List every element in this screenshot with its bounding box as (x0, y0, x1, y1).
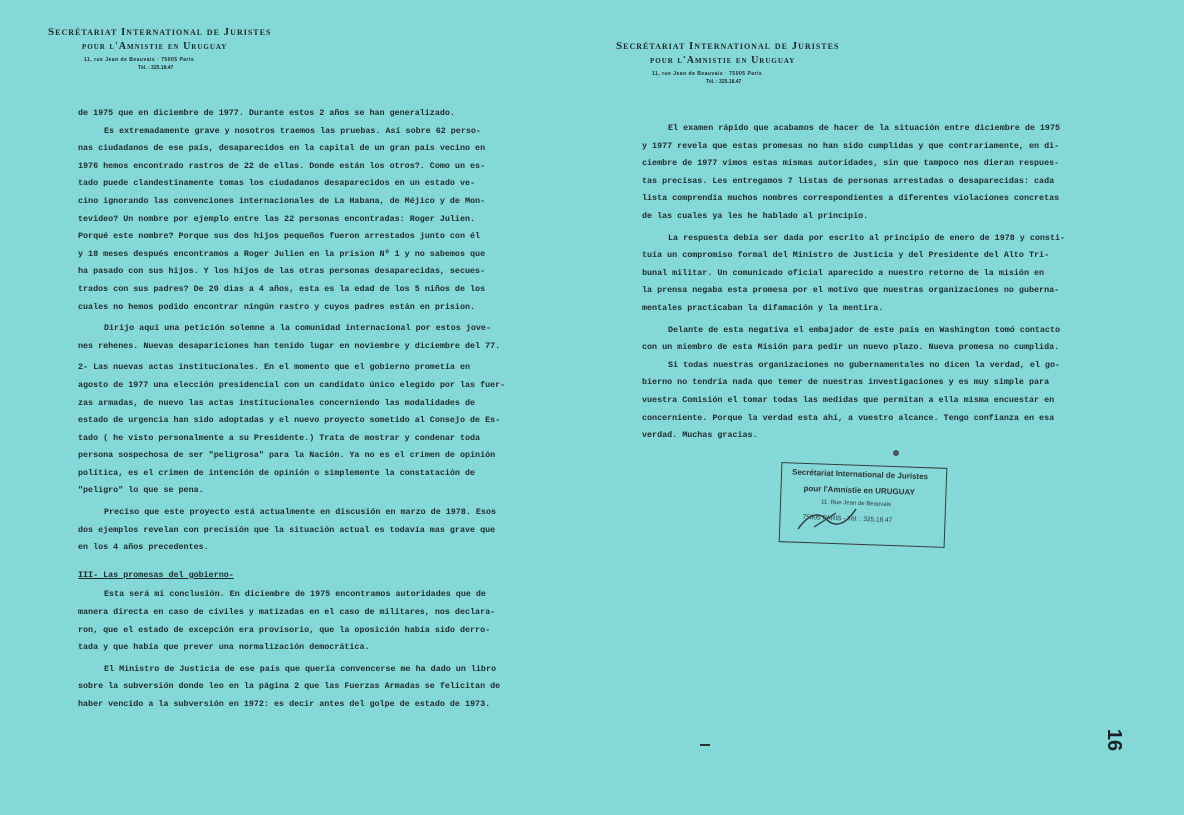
letterhead-org-subtitle: pour l'Amnistie en Uruguay (650, 55, 796, 66)
text-line: tuía un compromiso formal del Ministro de Justicia y del Presidente del Alto Tri- (642, 250, 1050, 261)
text-line: El examen rápido que acabamos de hacer de la situación entre diciembre de 1975 (668, 123, 1061, 133)
text-line: 2- Las nuevas actas institucionales. En el momento que el gobierno prometía en (78, 362, 471, 373)
text-line: nes rehenes. Nuevas desapariciones han tenido lugar en noviembre y diciembre del 77. (78, 340, 501, 351)
text-line: Delante de esta negativa el embajador de este país en Washington tomó contacto (668, 324, 1061, 335)
text-line: tevideo? Un nombre por ejemplo entre las 22 personas encontradas: Roger Julien. (78, 213, 476, 224)
text-line: manera directa en caso de civiles y matizadas en el caso de militares, nos declara- (78, 607, 496, 618)
text-line: dos ejemplos revelan con precisión que la situación actual es todavía mas grave que (78, 524, 496, 535)
right-page (592, 0, 1184, 815)
dash-mark (700, 744, 710, 746)
text-line: Preciso que este proyecto está actualmente en discusión en marzo de 1978. Esos (104, 507, 497, 518)
letterhead-address: 11, rue Jean de Beauvais · 75005 Paris (84, 57, 195, 63)
text-line: Dirijo aquí una petición solemne a la comunidad internacional por estos jove- (104, 323, 491, 334)
text-line: El Ministro de Justicia de ese país que quería convencerse me ha dado un libro (104, 663, 497, 674)
text-line: tado ( he visto personalmente a su Presidente.) Trata de mostrar y condenar toda (78, 432, 481, 443)
letterhead-address: 11, rue Jean de Beauvais · 75005 Paris (652, 71, 763, 77)
page-number: 16 (1103, 728, 1125, 752)
ink-dot (893, 450, 899, 456)
text-line: Si todas nuestras organizaciones no gubernamentales no dicen la verdad, el go- (668, 359, 1061, 370)
text-line: y 18 meses después encontramos a Roger Julien en la prision Nº 1 y no sabemos que (78, 248, 486, 259)
left-body-text (78, 105, 548, 714)
text-line: zas armadas, de nuevo las actas institucionales concerniendo las modalidades de (78, 397, 476, 408)
stamp-org-name: Secrétariat International de Juristes (791, 467, 929, 482)
text-line: persona sospechosa de ser "peligrosa" para la Nación. Ya no es el crimen de opinión (78, 450, 496, 461)
text-line: con un miembro de esta Misión para pedir un nuevo plazo. Nueva promesa no cumplida. (642, 342, 1060, 353)
section-heading: III- Las promesas del gobierno- (78, 569, 234, 580)
text-line: y 1977 revela que estas promesas no han sido cumplidas y que contrariamente, en di- (642, 140, 1060, 151)
letterhead-org-subtitle: pour l'Amnistie en Uruguay (82, 41, 228, 52)
text-line: de 1975 que en diciembre de 1977. Durante estos 2 años se han generalizado. (78, 108, 455, 118)
text-line: vuestra Comisión el tomar todas las medidas que permitan a ella misma encuestar en (642, 394, 1055, 405)
text-line: trados con sus padres? De 20 dias a 4 años, esta es la edad de los 5 niños de los (78, 283, 486, 294)
letterhead-org-name: Secrétariat International de Juristes (616, 40, 840, 52)
text-line: Esta será mi conclusión. En diciembre de 1975 encontramos autoridades que de (104, 589, 486, 600)
text-line: ciembre de 1977 vimos estas mismas autoridades, sin que tampoco nos dieran respues- (642, 158, 1060, 169)
text-line: verdad. Muchas gracias. (642, 430, 758, 441)
text-line: tado puede clandestinamente tomas los ciudadanos desaparecidos en un estado ve- (78, 178, 476, 189)
text-line: Porqué este nombre? Porque sus dos hijos pequeños fueron arrestados junto con él (78, 231, 481, 242)
text-line: La respuesta debía ser dada por escrito al principio de enero de 1978 y consti- (668, 232, 1066, 243)
text-line: la prensa negaba esta promesa por el motivo que nuestras organizaciones no guberna- (642, 285, 1060, 296)
text-line: mentales practicaban la difamación y la mentira. (642, 302, 884, 313)
text-line: concerniente. Porque la verdad esta ahí, a vuestro alcance. Tengo confianza en esa (642, 412, 1055, 423)
text-line: sobre la subversión donde leo en la página 2 que las Fuerzas Armadas se felicitan de (78, 681, 501, 692)
text-line: "peligro" lo que se pena. (78, 485, 204, 496)
text-line: estado de urgencia han sido adoptadas y el nuevo proyecto sometido al Consejo de Es- (78, 415, 501, 426)
text-line: cuales no hemos podido encontrar ningún rastro y cuyos padres están en prision. (78, 301, 476, 312)
letterhead-org-name: Secrétariat International de Juristes (48, 26, 272, 38)
text-line: Es extremadamente grave y nosotros traemos las pruebas. Así sobre 62 perso- (104, 125, 481, 136)
text-line: 1976 hemos encontrado rastros de 22 de ellas. Donde están los otros?. Como un es- (78, 160, 486, 171)
text-line: tas precisas. Les entregamos 7 listas de personas arrestadas o desaparecidas: cada (642, 175, 1055, 186)
text-line: tada y que había que prever una normalización democrática. (78, 642, 370, 653)
letterhead-left (48, 26, 271, 71)
text-line: nas ciudadanos de ese país, desaparecidos en la capital de un gran país vecino en (78, 143, 486, 154)
text-line: bierno no tendría nada que temer de nuestras investigaciones y es muy simple para (642, 377, 1050, 388)
text-line: agosto de 1977 una elección presidencial con un candidato único elegido por las fuer- (78, 379, 506, 390)
text-line: en los 4 años precedentes. (78, 542, 209, 553)
stamp-address: 11, Rue Jean de Beauvais (820, 499, 892, 508)
stamp-phone: 75005 PARIS - Tél. : 325.18.47 (802, 513, 893, 525)
text-line: bunal militar. Un comunicado oficial aparecido a nuestro retorno de la misión en (642, 267, 1045, 278)
stamp-org-subtitle: pour l'Amnistie en URUGUAY (803, 483, 916, 497)
right-body-text (642, 120, 1142, 445)
signature-scribble (796, 505, 866, 535)
text-line: ron, que el estado de excepción era provisorio, que la oposición había sido derro- (78, 624, 491, 635)
text-line: ha pasado con sus hijos. Y los hijos de las otras personas desaparecidas, secues- (78, 266, 486, 277)
text-line: de las cuales ya les he hablado al principio. (642, 210, 869, 221)
text-line: cino ignorando las convenciones internacionales de La Habana, de Méjico y de Mon- (78, 195, 486, 206)
letterhead-phone: Tél. : 325.18.47 (138, 65, 174, 71)
text-line: política, es el crimen de intención de opinión o simplemente la constatación de (78, 467, 476, 478)
text-line: haber vencido a la subversión en 1972: es decir antes del golpe de estado de 1973. (78, 699, 491, 709)
letterhead-right (616, 40, 839, 85)
text-line: lista comprendía muchos nombres correspondientes a diferentes violaciones concretas (642, 193, 1060, 204)
letterhead-phone: Tél. : 325.18.47 (706, 79, 742, 85)
